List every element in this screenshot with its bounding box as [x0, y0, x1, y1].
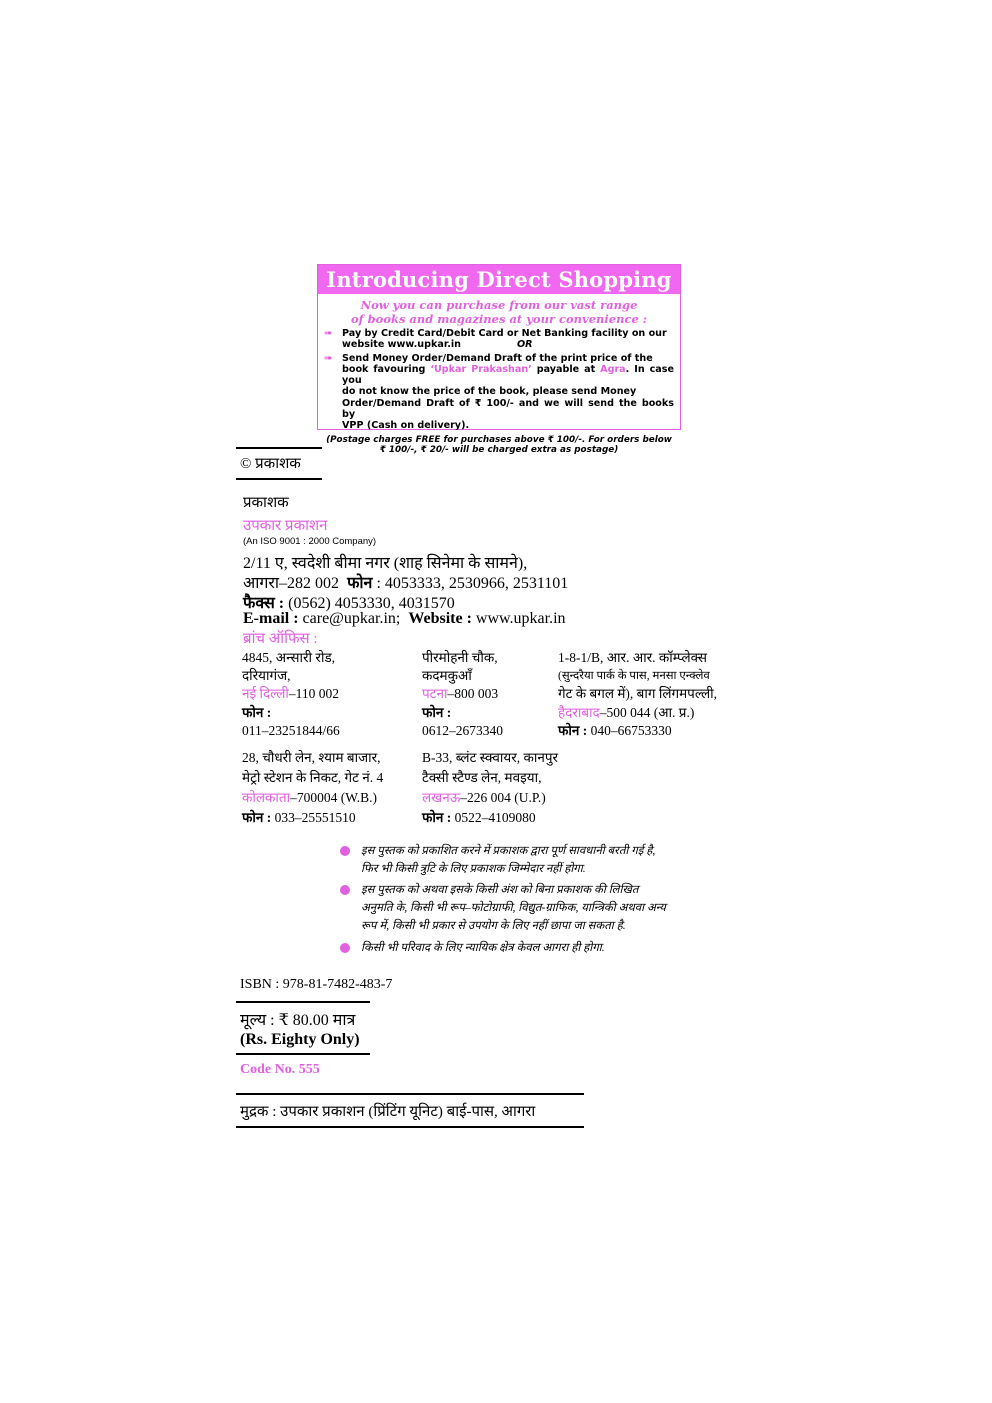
website-link: www.upkar.in	[475, 610, 566, 627]
address-line: 2/11 ए, स्वदेशी बीमा नगर (शाह सिनेमा के सामने),	[243, 555, 528, 572]
fax-line: फैक्स : (0562) 4053330, 4031570	[243, 595, 455, 612]
printer-line: मुद्रक : उपकार प्रकाशन (प्रिंटिंग यूनिट) बाई-पास, आगरा	[240, 1104, 536, 1120]
divider	[236, 1126, 584, 1128]
price-words: (Rs. Eighty Only)	[240, 1031, 360, 1048]
promo-bullet-1	[318, 328, 680, 351]
note-2: इस पुस्तक को अथवा इसके किसी अंश को बिना प्रकाशक की लिखित अनुमति के, किसी भी रूप–फोटोग्राफी, विद्युत-ग्राफिक, यान्त्रिकी अथवा अन्य रूप में, किसी भी प्रकार से उपयोग के लिए नहीं छापा जा सकता है.	[340, 881, 732, 935]
note-3: किसी भी परिवाद के लिए न्यायिक क्षेत्र केवल आगरा ही होगा.	[340, 939, 732, 957]
divider	[236, 447, 322, 449]
branch-patna: पीरमोहनी चौक, कदमकुआँ पटना–800 003 फोन : 0612–2673340	[422, 650, 503, 738]
bullet-2-line-2: book favouring ‘Upkar Prakashan’ payable at Agra. In case you	[342, 363, 674, 387]
bullet-dot-icon	[340, 846, 350, 856]
divider	[236, 1093, 584, 1095]
promo-subtitle-2: of books and magazines at your convenience :	[350, 312, 648, 326]
branch-delhi: 4845, अन्सारी रोड, दरियागंज, नई दिल्ली–110 002 फोन : 011–23251844/66	[242, 650, 340, 738]
bullet-dot-icon	[340, 943, 350, 953]
bullet-1-line-1: Pay by Credit Card/Debit Card or Net Banking facility on our	[342, 328, 667, 339]
promo-title: Introducing Direct Shopping	[318, 265, 680, 294]
email-link: care@upkar.in;	[302, 610, 401, 627]
promo-subtitle-1: Now you can purchase from our vast range	[360, 298, 638, 312]
price-hindi: मूल्य : ₹ 80.00 मात्र	[240, 1012, 356, 1029]
bullet-2-line-5: VPP (Cash on delivery).	[342, 420, 470, 432]
bullet-1-line-2: website www.upkar.in OR	[342, 339, 533, 351]
branch-hyderabad: 1-8-1/B, आर. आर. कॉम्प्लेक्स (सुन्दरैया पार्क के पास, मनसा एन्क्लेव गेट के बगल में), बाग लिंगमपल्ली, हैदराबाद–500 044 (आ. प्र.) फोन : 040–66753330	[558, 650, 717, 738]
bullet-2-line-1: Send Money Order/Demand Draft of the print price of the	[342, 352, 653, 364]
divider	[236, 1001, 370, 1003]
email-website-line: E-mail : care@upkar.in; Website : www.upkar.in	[243, 610, 566, 627]
bullet-2-line-4: Order/Demand Draft of ₹ 100/- and we will send the books by	[342, 397, 674, 421]
postage-note-1: (Postage charges FREE for purchases above ₹ 100/-. For orders below	[326, 434, 672, 445]
copyright: © प्रकाशक	[240, 456, 301, 472]
divider	[236, 478, 322, 480]
arrow-icon: ➠	[324, 328, 333, 339]
bullet-dot-icon	[340, 885, 350, 895]
branch-kolkata: 28, चौधरी लेन, श्याम बाजार, मेट्रो स्टेशन के निकट, गेट नं. 4 कोलकाता–700004 (W.B.) फोन : 033–25551510	[242, 750, 384, 825]
city-phone-line: आगरा–282 002 फोन : 4053333, 2530966, 2531101	[243, 575, 569, 592]
isbn: ISBN : 978-81-7482-483-7	[240, 977, 393, 992]
code-number: Code No. 555	[240, 1062, 320, 1077]
postage-note-2: ₹ 100/-, ₹ 20/- will be charged extra as postage)	[379, 445, 619, 456]
note-1: इस पुस्तक को प्रकाशित करने में प्रकाशक द्वारा पूर्ण सावधानी बरती गई है, फिर भी किसी त्रुटि के लिए प्रकाशक जिम्मेदार नहीं होगा.	[340, 842, 732, 878]
branch-label: ब्रांच ऑफिस :	[243, 631, 318, 647]
bullet-2-line-3: do not know the price of the book, please send Money	[342, 386, 637, 398]
promo-bullet-2	[318, 353, 680, 432]
publisher-name: उपकार प्रकाशन	[243, 518, 328, 534]
iso-note: (An ISO 9001 : 2000 Company)	[243, 536, 377, 547]
publisher-label: प्रकाशक	[243, 495, 289, 511]
arrow-icon: ➠	[324, 352, 333, 364]
divider	[236, 1053, 370, 1055]
direct-shopping-box	[317, 264, 681, 456]
branch-lucknow: B-33, ब्लंट स्क्वायर, कानपुर टैक्सी स्टैण्ड लेन, मवइया, लखनऊ–226 004 (U.P.) फोन : 0522–4109080	[422, 750, 559, 825]
